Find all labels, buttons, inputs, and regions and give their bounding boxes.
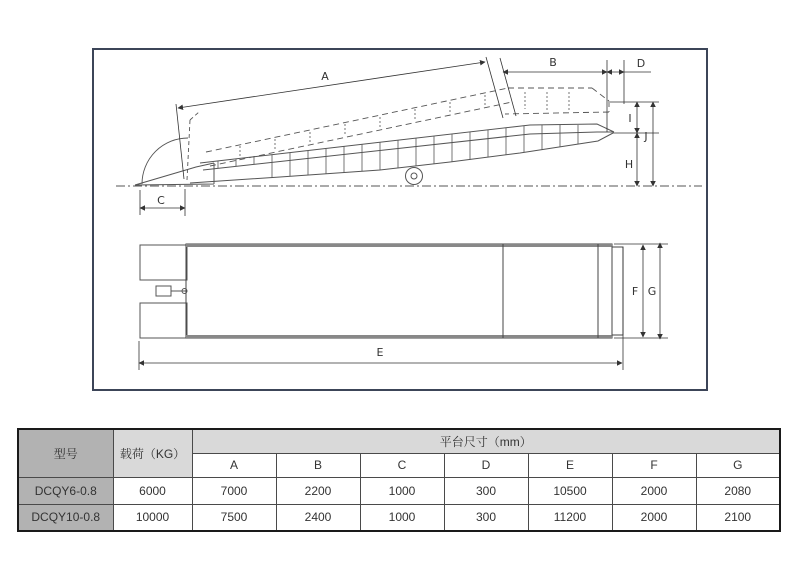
dim-label-a: A [321, 70, 329, 83]
row-0-dim-f: 2000 [612, 477, 696, 504]
dim-header-E: E [528, 453, 612, 477]
dim-label-h: H [624, 158, 634, 171]
spec-table [17, 428, 781, 532]
dim-label-e: E [376, 346, 384, 359]
drawing-panel [92, 48, 708, 391]
top-view-dim-labels [377, 285, 657, 359]
deck-second-chord [203, 132, 614, 170]
row-0-dim-c: 1000 [360, 477, 444, 504]
dim-label-c: C [157, 194, 165, 207]
raised-position-outline [206, 88, 609, 166]
dim-label-b: B [549, 56, 557, 69]
side-view [116, 88, 702, 186]
header-load: 载荷（KG） [113, 429, 192, 477]
dim-header-F: F [612, 453, 696, 477]
dim-label-g: G [647, 285, 657, 298]
row-1-load: 10000 [113, 504, 192, 531]
row-1-dim-b: 2400 [276, 504, 360, 531]
bottom-chord [190, 133, 613, 183]
dim-header-A: A [192, 453, 276, 477]
header-platform-size: 平台尺寸（mm） [192, 429, 780, 453]
row-0-dim-d: 300 [444, 477, 528, 504]
row-0-load: 6000 [113, 477, 192, 504]
top-view [140, 244, 623, 338]
raised-lip [187, 112, 199, 180]
top-view-dimensions [139, 243, 668, 370]
row-0-dim-e: 10500 [528, 477, 612, 504]
dim-header-D: D [444, 453, 528, 477]
dim-header-B: B [276, 453, 360, 477]
raised-position-posts [240, 92, 569, 157]
technical-drawing [94, 50, 706, 389]
row-0-dim-g: 2080 [696, 477, 780, 504]
lip-swing-arc [142, 138, 188, 184]
table-row [18, 504, 780, 531]
dim-header-G: G [696, 453, 780, 477]
row-1-dim-d: 300 [444, 504, 528, 531]
row-1-dim-c: 1000 [360, 504, 444, 531]
platform-dividers [503, 244, 598, 338]
deck-top-chord [200, 124, 614, 163]
row-1-dim-g: 2100 [696, 504, 780, 531]
lower-truss-posts [272, 133, 578, 178]
wheel-icon [406, 168, 423, 185]
side-view-dim-labels [157, 56, 647, 207]
tow-handle-icon [156, 286, 187, 296]
dim-header-C: C [360, 453, 444, 477]
row-0-model: DCQY6-0.8 [18, 477, 113, 504]
row-1-dim-f: 2000 [612, 504, 696, 531]
dim-label-d: D [636, 57, 646, 70]
platform-body [186, 244, 612, 338]
dim-label-f: F [631, 285, 639, 298]
row-0-dim-a: 7000 [192, 477, 276, 504]
left-leg-bottom [140, 303, 187, 338]
side-view-dimensions [140, 57, 659, 216]
header-model: 型号 [18, 429, 113, 477]
platform-lip [612, 247, 623, 335]
dim-label-j: J [644, 130, 648, 143]
dim-label-i: I [628, 112, 632, 125]
row-1-dim-a: 7500 [192, 504, 276, 531]
table-row [18, 477, 780, 504]
row-0-dim-b: 2200 [276, 477, 360, 504]
row-1-model: DCQY10-0.8 [18, 504, 113, 531]
left-leg-top [140, 245, 187, 280]
row-1-dim-e: 11200 [528, 504, 612, 531]
